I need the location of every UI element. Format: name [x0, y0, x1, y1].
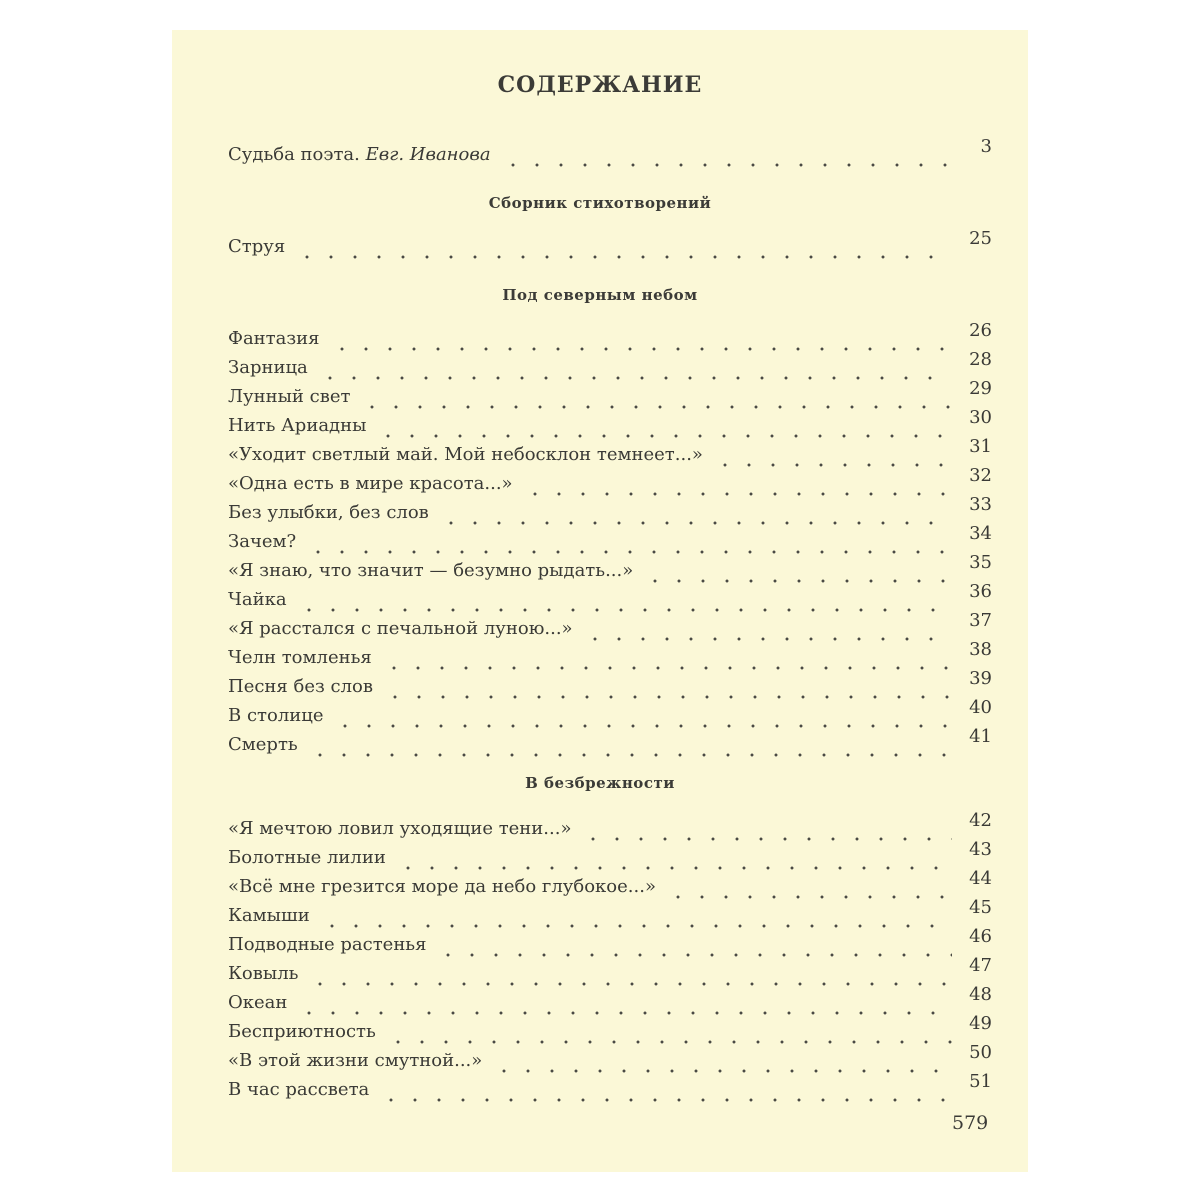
toc-entry-label: Океан — [228, 992, 288, 1013]
dot-leader — [575, 816, 952, 842]
section-heading: Сборник стихотворений — [488, 194, 712, 212]
dot-leader — [707, 442, 952, 468]
toc-entry — [228, 926, 992, 958]
toc-entry-label: Чайка — [228, 589, 287, 610]
toc-entry-label: «В этой жизни смутной...» — [228, 1050, 483, 1071]
toc-entry-label: В час рассвета — [228, 1079, 370, 1100]
toc-entry — [228, 697, 992, 729]
toc-entry-page: 42 — [969, 810, 992, 831]
toc-entry — [228, 494, 992, 526]
toc-entry-page: 36 — [969, 581, 992, 602]
toc-entry-label: «Я мечтою ловил уходящие тени...» — [228, 818, 572, 839]
toc-entry-page: 40 — [969, 697, 992, 718]
toc-entry-page: 45 — [969, 897, 992, 918]
toc-entry-label: Камыши — [228, 905, 310, 926]
toc-entry-page: 47 — [969, 955, 992, 976]
toc-entry-page: 31 — [969, 436, 992, 457]
toc-entry-label: Фантазия — [228, 328, 320, 349]
toc-entry — [228, 378, 992, 410]
toc-entry — [228, 610, 992, 642]
toc-entry-label: «Уходит светлый май. Мой небосклон темнеет...» — [228, 444, 703, 465]
toc-entry-label: Болотные лилии — [228, 847, 386, 868]
section-heading: В безбрежности — [525, 774, 675, 792]
dot-leader — [377, 674, 952, 700]
toc-entry-label: В столице — [228, 705, 324, 726]
dot-leader — [430, 932, 952, 958]
dot-leader — [577, 616, 952, 642]
dot-leader — [291, 990, 952, 1016]
dot-leader — [291, 587, 952, 613]
dot-leader — [390, 845, 952, 871]
toc-entry-page: 3 — [980, 136, 992, 157]
toc-entry-label: «Одна есть в мире красота...» — [228, 473, 513, 494]
dot-leader — [302, 961, 952, 987]
toc-entry-page: 33 — [969, 494, 992, 515]
dot-leader — [302, 732, 952, 758]
toc-entry-page: 51 — [969, 1071, 992, 1092]
toc-entry-page: 29 — [969, 378, 992, 399]
page-title: СОДЕРЖАНИЕ — [497, 72, 703, 98]
toc-entry-page: 30 — [969, 407, 992, 428]
toc-entry-page: 34 — [969, 523, 992, 544]
toc-entry-page: 38 — [969, 639, 992, 660]
toc-entry — [228, 984, 992, 1016]
dot-leader — [370, 413, 952, 439]
toc-entry-page: 35 — [969, 552, 992, 573]
toc-entry — [228, 320, 992, 352]
toc-entry-label: «Я знаю, что значит — безумно рыдать...» — [228, 560, 634, 581]
toc-entry-page: 41 — [969, 726, 992, 747]
toc-entry — [228, 868, 992, 900]
dot-leader — [289, 234, 952, 260]
toc-entry-page: 49 — [969, 1013, 992, 1034]
dot-leader — [373, 1077, 952, 1103]
toc-entry — [228, 349, 992, 381]
toc-entry-page: 46 — [969, 926, 992, 947]
toc-entry — [228, 726, 992, 758]
toc-entry-label: Зарница — [228, 357, 308, 378]
toc-entry — [228, 1071, 992, 1103]
dot-leader — [312, 355, 952, 381]
toc-entry-label: Смерть — [228, 734, 298, 755]
toc-entry-intro — [228, 136, 992, 168]
toc-entry — [228, 552, 992, 584]
toc-entry-page: 50 — [969, 1042, 992, 1063]
toc-entry — [228, 228, 992, 260]
dot-leader — [433, 500, 952, 526]
toc-entry — [228, 1013, 992, 1045]
toc-entry-label: Песня без слов — [228, 676, 374, 697]
dot-leader — [300, 529, 952, 555]
toc-entry — [228, 839, 992, 871]
dot-leader — [660, 874, 952, 900]
toc-entry — [228, 407, 992, 439]
dot-leader — [486, 1048, 952, 1074]
toc-entry-page: 48 — [969, 984, 992, 1005]
toc-entry-page: 43 — [969, 839, 992, 860]
toc-entry — [228, 897, 992, 929]
toc-entry — [228, 465, 992, 497]
toc-entry-label: Бесприютность — [228, 1021, 376, 1042]
dot-leader — [376, 645, 952, 671]
toc-entry — [228, 639, 992, 671]
toc-entry-page: 37 — [969, 610, 992, 631]
dot-leader — [327, 703, 952, 729]
toc-entry-label: Нить Ариадны — [228, 415, 367, 436]
toc-entry — [228, 668, 992, 700]
section-heading: Под северным небом — [502, 286, 698, 304]
dot-leader — [354, 384, 952, 410]
toc-entry — [228, 523, 992, 555]
dot-leader — [314, 903, 952, 929]
toc-entry — [228, 810, 992, 842]
toc-entry-label: Ковыль — [228, 963, 299, 984]
toc-entry-label: Без улыбки, без слов — [228, 502, 429, 523]
toc-entry-page: 28 — [969, 349, 992, 370]
toc-entry-label: Лунный свет — [228, 386, 351, 407]
toc-entry-page: 39 — [969, 668, 992, 689]
toc-entry — [228, 1042, 992, 1074]
toc-entry — [228, 436, 992, 468]
toc-entry-label: Подводные растенья — [228, 934, 427, 955]
toc-entry-page: 32 — [969, 465, 992, 486]
dot-leader — [324, 326, 952, 352]
toc-entry-label: Судьба поэта. Евг. Иванова — [228, 144, 491, 165]
book-page — [172, 30, 1028, 1172]
dot-leader — [517, 471, 952, 497]
toc-entry-page: 26 — [969, 320, 992, 341]
toc-entry-label: Челн томленья — [228, 647, 372, 668]
toc-entry-label: Зачем? — [228, 531, 297, 552]
toc-entry-page: 44 — [969, 868, 992, 889]
dot-leader — [495, 142, 952, 168]
dot-leader — [380, 1019, 952, 1045]
dot-leader — [637, 558, 952, 584]
toc-entry — [228, 955, 992, 987]
toc-entry-label: «Всё мне грезится море да небо глубокое...» — [228, 876, 656, 897]
toc-entry — [228, 581, 992, 613]
toc-entry-author: Евг. Иванова — [365, 144, 491, 165]
page-number: 579 — [952, 1112, 989, 1134]
toc-entry-page: 25 — [969, 228, 992, 249]
toc-entry-label: Струя — [228, 236, 286, 257]
toc-entry-label: «Я расстался с печальной луною...» — [228, 618, 573, 639]
